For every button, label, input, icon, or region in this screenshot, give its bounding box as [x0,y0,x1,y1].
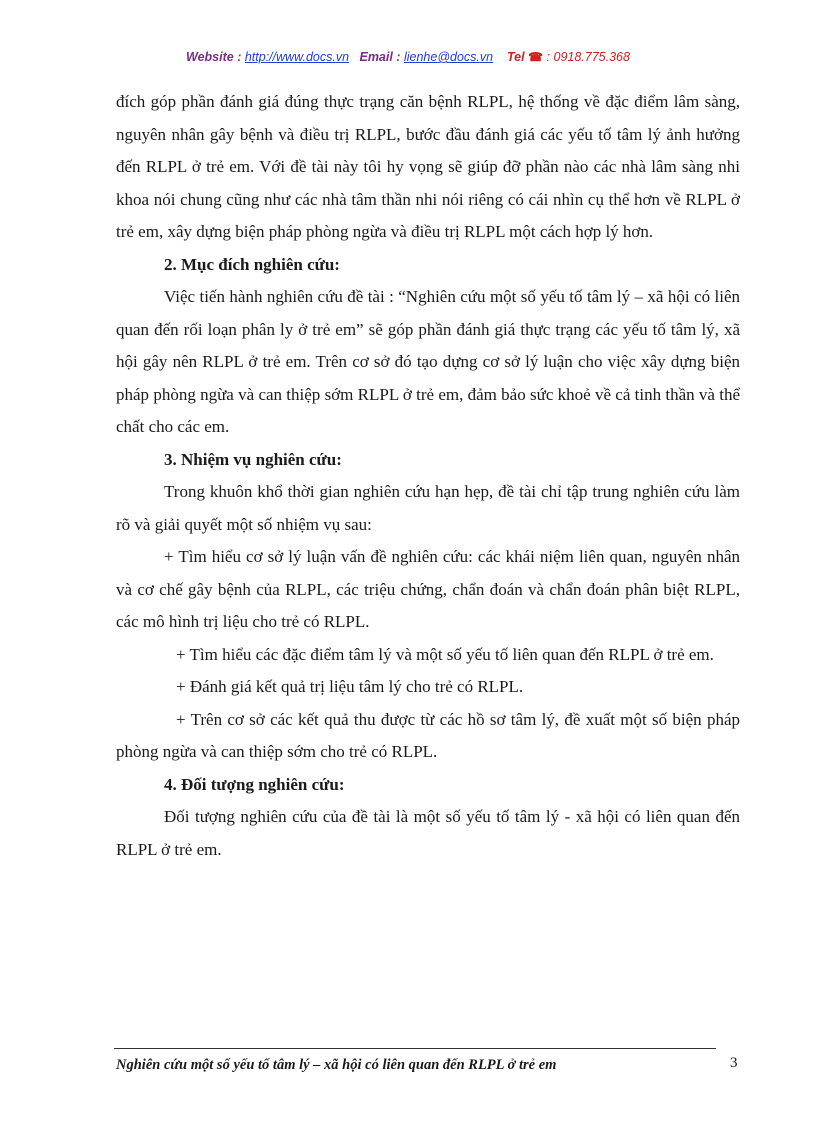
email-link[interactable]: lienhe@docs.vn [403,50,494,64]
footer-divider [114,1048,716,1049]
paragraph-tasks: Trong khuôn khổ thời gian nghiên cứu hạn hẹp, đề tài chỉ tập trung nghiên cứu làm rõ và giải quyết một số nhiệm vụ sau: [116,482,740,534]
paragraph-purpose: Việc tiến hành nghiên cứu đề tài : “Nghiên cứu một số yếu tố tâm lý – xã hội có liên quan đến rối loạn phân ly ở trẻ em” sẽ góp phần đánh giá thực trạng các yếu tố tâm lý, xã hội gây nên RLPL ở trẻ em. Trên cơ sở đó tạo dựng cơ sở lý luận cho việc xây dựng biện pháp phòng ngừa và can thiệp sớm RLPL ở trẻ em, đảm bảo sức khoẻ về cả tinh thần và thể chất cho các em. [116,287,740,436]
footer-title: Nghiên cứu một số yếu tố tâm lý – xã hội có liên quan đến RLPL ở trẻ em [116,1057,557,1073]
page-number: 3 [730,1055,738,1071]
tel-number: : 0918.775.368 [546,50,630,64]
tel-label: Tel [507,50,525,64]
website-label: Website : [186,50,242,64]
task-item-2: + Tìm hiểu các đặc điểm tâm lý và một số yếu tố liên quan đến RLPL ở trẻ em. [176,644,714,664]
task-item-3: + Đánh giá kết quả trị liệu tâm lý cho trẻ có RLPL. [176,677,524,696]
section-heading-2: 2. Mục đích nghiên cứu: [164,254,340,274]
email-label: Email : [359,50,401,64]
website-link[interactable]: http://www.docs.vn [244,50,350,64]
page-header [0,50,816,64]
paragraph-intro: đích góp phần đánh giá đúng thực trạng căn bệnh RLPL, hệ thống về đặc điểm lâm sàng, nguyên nhân gây bệnh và điều trị RLPL, bước đầu đánh giá các yếu tố tâm lý ảnh hưởng đến RLPL ở trẻ em. Với đề tài này tôi hy vọng sẽ giúp đỡ phần nào các nhà lâm sàng nhi khoa nói chung cũng như các nhà tâm thần nhi nói riêng có cái nhìn cụ thể hơn về RLPL ở trẻ em, xây dựng biện pháp phòng ngừa và điều trị RLPL một cách hợp lý hơn. [116,92,740,241]
task-item-4: + Trên cơ sở các kết quả thu được từ các hồ sơ tâm lý, đề xuất một số biện pháp phòng ngừa và can thiệp sớm cho trẻ có RLPL. [116,709,740,761]
section-heading-3: 3. Nhiệm vụ nghiên cứu: [164,449,342,469]
document-body [116,86,740,866]
paragraph-subject: Đối tượng nghiên cứu của đề tài là một số yếu tố tâm lý - xã hội có liên quan đến RLPL ở trẻ em. [116,807,740,859]
telephone-icon: ☎ [528,50,544,64]
task-item-1: + Tìm hiểu cơ sở lý luận vấn đề nghiên cứu: các khái niệm liên quan, nguyên nhân và cơ chế gây bệnh của RLPL, các triệu chứng, chẩn đoán và chẩn đoán phân biệt RLPL, các mô hình trị liệu cho trẻ có RLPL. [116,547,740,631]
section-heading-4: 4. Đối tượng nghiên cứu: [164,774,345,794]
